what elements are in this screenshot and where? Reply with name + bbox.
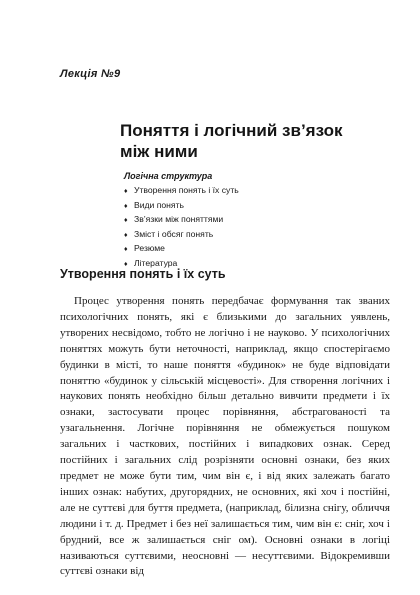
- structure-item: [124, 184, 384, 199]
- structure-item-label: Резюме: [134, 243, 165, 253]
- diamond-bullet-icon: ♦: [124, 217, 128, 224]
- structure-item-label: Утворення понять і їх суть: [134, 185, 239, 195]
- title-line-2: між ними: [120, 142, 198, 161]
- structure-heading: Логічна структура: [124, 171, 213, 181]
- structure-item-label: Види понять: [134, 199, 184, 210]
- structure-item: [124, 213, 384, 228]
- structure-item: [124, 228, 384, 243]
- structure-item: [124, 199, 384, 214]
- diamond-bullet-icon: ♦: [124, 246, 128, 253]
- structure-list: [124, 184, 384, 271]
- logical-structure: [124, 170, 384, 271]
- structure-item: [124, 242, 384, 257]
- diamond-bullet-icon: ♦: [124, 202, 128, 210]
- structure-item-label: Зв’язки між поняттями: [134, 214, 224, 224]
- title-line-1: Поняття і логічний зв’язок: [120, 121, 343, 140]
- structure-item-label: Література: [134, 257, 178, 268]
- body-paragraph: Процес утворення понять передбачає формування так званих психологічних понять, які є близькими до загальних уявлень, утворених несвідомо, тобто не логічно і не науково. У психологічних поняттях можуть бути неточності, наприклад, якщо спостерігаємо будинки в місті, то наше поняття «будинок» не буде відповідати поняттю «будинок у сільській місцевості». Для створення логічних і наукових понять необхідно більш детально вивчити предмети і їх ознаки, застосувати процес порівняння, абстрагованості та узагальнення. Логічне порівняння не обмежується пошуком загальних і часткових, постійних і випадкових ознак. Серед постійних і загальних слід розрізняти основні ознаки, без яких предмет не може бути тим, чим він є, і від яких залежать багато інших ознак: набутих, другорядних, не основних, які хоч і постійні, але не суттєві для буття предмета, (наприклад, білизна снігу, обличчя людини і т. д. Предмет і без неї залишається тим, чим він є: сніг, хоч і брудний, все ж залишається сніг ом). Основні ознаки в логіці називаються суттєвими, неосновні — несуттєвими. Відокремивши суттєві ознаки від: [60, 295, 390, 578]
- diamond-bullet-icon: ♦: [124, 188, 128, 195]
- lecture-number: Лекція №9: [60, 68, 121, 80]
- page-title: [120, 120, 390, 162]
- section-heading: Утворення понять і їх суть: [60, 267, 226, 281]
- diamond-bullet-icon: ♦: [124, 231, 128, 239]
- title-block: [120, 120, 390, 162]
- structure-item-label: Зміст і обсяг понять: [134, 228, 214, 239]
- diamond-bullet-icon: ♦: [124, 260, 128, 268]
